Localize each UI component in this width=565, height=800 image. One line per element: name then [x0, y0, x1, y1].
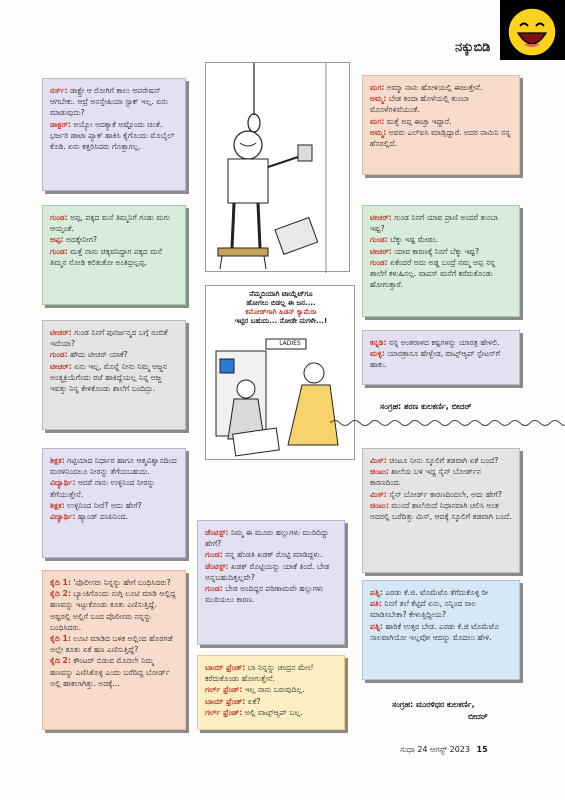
speaker: ಶಿಕ್ಷಕ: [50, 456, 65, 465]
speaker: ಗುಂಡ: [370, 257, 388, 267]
dialogue: ಗುಂಡ ನಿನಗೆ ಪುನರ್ಜನ್ಮದ ಬಗ್ಗೆ ನಂಬಿಕೆ ಇದೆಯಾ? [50, 328, 168, 349]
speaker: ಮಿಸ್: [370, 456, 387, 465]
speaker: ಅಮ್ಮ: [370, 127, 387, 137]
dialogue: ಹ್ಯಾಂಡ್ ಪಂಪಿನಿಂದ. [75, 512, 128, 522]
dialogue: ಅಪ್ಪ, ಪಕ್ಕದ ಮನೆ ತಿಮ್ಮನಿಗೆ ಗಂಡು ಮಗು ಆಯ್ತಂತೆ. [50, 213, 171, 234]
section-title: ನಕ್ಕುಬಿಡಿ [455, 40, 491, 55]
caption-line: ಹೋಗಲು ಬಿಡಲ್ಲ ಈ ಜನ.... [246, 299, 316, 307]
dialogue: ಮುಂದೆ ಶಾಲೆಯಿದೆ ನಿಧಾನವಾಗಿ ಚಲಿಸಿ ಅಂತ ಅದರಲ್ಲಿ ಬರೆದಿತ್ತು ಮಿಸ್, ಆದಕ್ಕೆ ಸ್ಕೂಲಿಗೆ ತಡವಾಗಿ ಬಂದೆ. [370, 500, 512, 522]
speaker: ವಿದ್ಯಾರ್ಥಿ: [50, 512, 76, 522]
speaker: ಪತ್ನಿ: [370, 588, 383, 597]
speaker: ಟೀಚರ್: [50, 328, 72, 337]
dialogue: ಗಟ್ಟಿಯಾದ ನಿರ್ಧಾರ ಹಾಗೂ ಆತ್ಮವಿಶ್ವಾಸದಿಂದ ಮರಳಿನಿಂದಲೂ ನೀರನ್ನು ತೆಗೆಯಬಹುದು. [50, 456, 177, 477]
collector-credit: ಸಂಗ್ರಹ: ಮುರಳಿಧರ ಕುಲಕರ್ಣಿ, [392, 700, 475, 709]
dialogue: ಇಲ್ಲ ನಾನು ಬರುವುದಿಲ್ಲ. [242, 685, 305, 695]
page-number: 15 [476, 745, 488, 754]
dialogue: ಕೌಂಟರ್ ಬಿಡುವ ಮೊದಲೇ ನಿಮ್ಮ ಹಣವನ್ನು ಎಣಿಸಿಕೊಳ್ಳಿ ಎಂದು ಬರೆದಿದ್ದ ಬೋರ್ಡ್ ಅಲ್ಲಿ ಹಾಕಲಾಗಿತ್ತು. ಅದಕ್ಕೆ... [50, 656, 170, 688]
dialogue: ನಿನಗೆ ತಲೆ ಕೆಟ್ಟಿದೆ ಏನು, ನನ್ನಿಂದ ಸಾಲ ಮಾಡಿಸಬೇಕಾ? ಕೇಳುತ್ತಿದ್ದೀಯ? [370, 599, 477, 620]
dialogue: ಖಡಕ್ ರೊಟ್ಟಿಯನ್ನು ಯಾಕೆ ತಿಂದೆ. ಬೇಡ ಅನ್ನಬಹುದಿತ್ತಲ್ಲವೇ? [205, 561, 330, 582]
joke-box-teacher-student [42, 448, 186, 558]
caption-line: ಇಟ್ಟಿರ ಬಹುದು... ನೋಡೇ ಮಗಳೇ...! [234, 317, 328, 325]
dialogue: ಯಾವ ಕಾರಣಕ್ಕೆ ನಿನಗೆ ಬೆಕ್ಕು ಇಷ್ಟ? [391, 246, 480, 256]
speaker: ಗುಂಡ: [50, 246, 68, 256]
collector-credit: ಸಂಗ್ರಹ: ಶರಣ ಕುಲಕರ್ಣಿ, ಬೀದರ್ [380, 402, 472, 411]
dialogue: ಅದಕ್ಕೇನೀಗ? [63, 235, 98, 245]
page-footer [400, 745, 488, 755]
cartoon-caption [210, 290, 352, 326]
speaker: ಮಳ್ಳಿ: [370, 349, 385, 359]
speaker: ಗರ್ಲ್ ಫ್ರೆಂಡ್: [205, 707, 243, 717]
speaker: ಕೈದಿ 1: [50, 634, 71, 644]
speaker: ಬಾಯ್ ಫ್ರೆಂಡ್: [205, 663, 246, 672]
dialogue: ಉಳ್ಳಿನಿಂದ ನೀರೆ? ಅದು ಹೇಗೆ? [64, 500, 142, 510]
speaker: ಡೆಂಟಿಸ್ಟ್: [205, 561, 229, 571]
dialogue: ಬೇಡ ಅಂದಿದ್ದರ ಪರಿಣಾಮವೇ ಹಲ್ಲುಗಳು ಮುರಿಯಲು ಕಾರಣ. [205, 584, 324, 605]
joke-box-nurse-doctor [42, 78, 186, 191]
speaker: ಶಿಕ್ಷಕ: [50, 500, 65, 510]
dialogue: ಯಾರತ್ರಾನೂ ಹೇಳ್ಬೇಡ, ವಾಟ್ಸ್ಆ್ಯಪ್ ಸ್ಟೇಟಸ್‌ಗೆ ಹಾಕು. [370, 349, 500, 370]
dialogue: ಅಲ್ಲಿ ವಾಟ್ಸ್ಆ್ಯಪ್ ಬಲ್ಲ. [242, 707, 303, 717]
speaker: ಕೈದಿ 2: [50, 656, 71, 666]
speaker: ಕೈದಿ 2: [50, 589, 71, 599]
dialogue: ಮತ್ತೆ ನಾನು ಚಿಕ್ಕವನಿದ್ದಾಗ ಪಕ್ಕದ ಮನೆ ತಿಮ್ಮನ ನೋಡಿ ಕಲಿತುಕೋ ಅಂತಿದ್ರಲ್ಲಪ್ಪ. [50, 246, 162, 267]
dialogue: ನನ್ನ ಹೆಂಡತಿ ಖಡಕ್ ರೊಟ್ಟಿ ಮಾಡಿದ್ದಳು. [222, 550, 323, 560]
joke-box-dentist [197, 520, 345, 645]
dialogue: ಗುಂಡ ನಿನಗೆ ಯಾವ ಪ್ರಾಣಿ ಅಂದರೆ ತುಂಬಾ ಇಷ್ಟ? [370, 213, 499, 234]
speaker: ಕನ್ನಡಿ: [370, 338, 387, 347]
dialogue: ಶಾಲೆಯ ಬಳಿ ಇದ್ದ ಸೈನ್ ಬೋರ್ಡ್‌ನ ಕಾರಣದಿಂದ. [370, 467, 481, 488]
dialogue: ಬ್ಯಾಂಕಿಗೊಂದು ನುಗ್ಗಿ ಲೂಟಿ ಮಾಡಿ ಅಲ್ಲಿದ್ದ ಹಣವನ್ನು ಇಟ್ಟುಕೊಂಡು ಕೂತು ಎಣಿಸುತ್ತಿದ್ದೆ. ಅಷ್ಟರಲ್ಲಿ ಅಲ್ಲಿಗೆ ಬಂದ ಪೊಲೀಸರು ನನ್ನನ್ನು ಬಂಧಿಸಿದರು. [50, 589, 176, 632]
speaker: ಮಗ: [370, 83, 385, 92]
speaker: ಮಿಸ್: [370, 489, 387, 499]
dialogue: ಲೂಟಿ ಮಾಡಿದ ಬಳಿಕ ಅಲ್ಲಿಂದ ಹೊರಗಡೆ ಅಲ್ಲೇ ಕೂತು ಏಕೆ ಹಣ ಎಣಿಸುತ್ತಿದ್ದೆ? [50, 634, 173, 655]
joke-box-miss-chintu [362, 448, 520, 573]
dialogue: ನಿಮ್ಮ ಈ ಮೂರು ಹಲ್ಲುಗಳು ಮುರಿದಿದ್ದು ಹೇಗೆ? [205, 528, 329, 549]
speaker: ಟೀಚರ್: [370, 213, 392, 222]
dialogue: ಬೆಕ್ಕು ಇಷ್ಟ ಮೇಡಂ. [387, 235, 439, 245]
cartoon-hanging-man [205, 62, 350, 272]
speaker: ಗುಂಡ: [50, 213, 68, 222]
dialogue: ಬೇಡ ಕಂದಾ ಹೊಳೆಯಲ್ಲಿ ತುಂಬಾ ಮೊಸಳೆಗಳಿವೆಯಂತೆ. [370, 94, 469, 115]
dialogue: ಏಕೆ? [245, 696, 261, 706]
joke-box-boyfriend [197, 655, 345, 730]
speaker: ನರ್ಸ್: [50, 86, 68, 95]
issue-date: ಸುಧಾ 24 ಆಗಸ್ಟ್ 2023 [400, 745, 470, 754]
joke-box-gunda-father [42, 205, 186, 305]
dialogue: ಬಾ ನಿನ್ನನ್ನು ಚಂದ್ರನ ಮೇಲೆ ಕರೆದುಕೊಂಡು ಹೋಗುತ್ತೇನೆ. [205, 663, 313, 684]
speaker: ಚಿಂಟು: [370, 467, 389, 477]
speaker: ಟೀಚರ್: [370, 246, 392, 256]
speaker: ಗುಂಡ: [205, 584, 223, 594]
joke-box-husband-wife [362, 580, 520, 680]
laughing-face-icon [500, 0, 565, 60]
speaker: ಗುಂಡ: [205, 550, 223, 560]
speaker: ಕೈದಿ 1: [50, 578, 71, 587]
cartoon-ladies-toilet [205, 285, 355, 460]
collector-credit-city: ಬೀದರ್ [468, 712, 488, 721]
dialogue: ಎರಡು ಕೆ.ಜಿ. ಟೊಮೆಟೊ ತೆಗೆದುಕೊಳ್ಳಿ ರೀ [382, 588, 489, 597]
speaker: ವಿದ್ಯಾರ್ಥಿ: [50, 478, 76, 488]
speaker: ಬಾಯ್ ಫ್ರೆಂಡ್: [205, 696, 246, 706]
joke-box-mirror [362, 330, 520, 385]
joke-box-teacher-gunda [42, 320, 186, 430]
dialogue: ಚಿಂಟೂ ನೀನು ಸ್ಕೂಲಿಗೆ ತಡವಾಗಿ ಏಕೆ ಬಂದೆ? [386, 456, 499, 465]
speaker: ಮಗ: [370, 116, 385, 126]
dialogue: ಸೈನ್ ಬೋರ್ಡ್ ಕಾರಣದಿಂದಲೇ, ಅದು ಹೇಗೆ? [386, 489, 502, 499]
dialogue: ಏನು ಇಲ್ಲ, ಮೊನ್ನೆ ನೀನು ನಿಮ್ಮ ಅಜ್ಜನ ಅಂತ್ಯಕ್ರಿಯೆಗೆಂದು ರಜೆ ಹಾಕಿದ್ದೆಯಲ್ಲ ನಿನ್ನ ಅಜ್ಜ ಇವತ್ತು ನಿನ್ನ ಕೇಳಿಕೊಂಡು ಶಾಲೆಗೆ ಬಂದಿದ್ರು. [50, 361, 167, 394]
joke-box-teacher-cat [362, 205, 520, 317]
dialogue: 'ಪೊಲೀಸರು ನಿನ್ನನ್ನು ಹೇಗೆ ಬಂಧಿಸಿದರು? [70, 578, 171, 587]
speaker: ಗುಂಡ: [50, 350, 68, 360]
dialogue: ಅಯ್ಯೋ ಅದಕ್ಯಾಕೆ ಅಷ್ಟೊಂದು ಚಿಂತೆ. ಭರ್ಜರಿ ಡಾಟಾ ಪ್ಯಾಕ್ ಹಾಕಿಸಿ ಕೈಗೊಂದು ಮೊಬೈಲ್ ಕೊಡಿ. ಏನು ಕತ್ತರಿಸಿದರು ಗೊತ್ತಾಗಲ್ಲ. [50, 119, 175, 152]
caption-line: ಕಮೋಡ್‌ಗಾಗಿ ಹಿಡನ್ ಕ್ಯಾಮೆರಾ [245, 308, 317, 316]
dialogue: ಅಮ್ಮಾ ನಾನು ಹೋಳಿಯಲ್ಲಿ ಈಜುತ್ತೇನೆ. [384, 83, 483, 92]
speaker: ಗುಂಡ: [370, 235, 388, 245]
dialogue: ಡಾಕ್ಟ್ರೇ ಆ ರೋಗಿಗೆ ಕಾಲು ಆಪರೇಷನ್ ಆಗಬೇಕು. ಆದ್ರೆ ಅನಸ್ತೇಷಿಯಾ ಸ್ಟಾಕ್ ಇಲ್ಲ. ಏನು ಮಾಡುವುದು? [50, 86, 168, 118]
speaker: ಗರ್ಲ್ ಫ್ರೆಂಡ್: [205, 685, 243, 695]
dialogue: ಮತ್ತೆ ಅಪ್ಪ ಈಜ್ತಾ ಇದ್ದಾರೆ. [384, 116, 452, 126]
speaker: ಅಪ್ಪ: [50, 235, 64, 245]
dialogue: ಹಾರಿಕೆ ಉತ್ತರ ಬೇಡ. ಎರಡು ಕೆ.ಜಿ ಟೊಮೆಟೊ ಸಾಲವಾಗಿಯೋ ಇಲ್ಲವೋ ಆದನ್ನು ಮೊದಲು ಹೇಳಿ. [370, 621, 499, 642]
dialogue: ಹೌದು ಟೀಚರ್ ಯಾಕೆ? [67, 350, 128, 360]
speaker: ಡೆಂಟಿಸ್ಟ್: [205, 528, 229, 537]
door-sign: LADIES [279, 340, 301, 347]
dialogue: ನನ್ನ ಅಂತರಾಳದ ಕಷ್ಟಗಳನ್ನು ಯಾರತ್ರ ಹೇಳಲಿ. [386, 338, 500, 347]
joke-box-prisoners [42, 570, 186, 730]
speaker: ಡಾಕ್ಟರ್: [50, 119, 71, 129]
dialogue: ಏಕೆಂದರೆ ಅದು ಅಡ್ಡ ಬಂದ್ರೆ ನಮ್ಮ ಅಪ್ಪ ನನ್ನ ಶಾಲೆಗೆ ಕಳುಹಿಸಲ್ಲ. ವಾಪಸ್ ಮನೆಗೆ ಕರೆದುಕೊಂಡು ಹೋಗುತ್ತಾರೆ. [370, 257, 496, 290]
dialogue: ಆದರೆ ನಾನು ಉಳ್ಳಿನಿಂದ ನೀರನ್ನು ತೆಗೆಯುತ್ತೇನೆ. [50, 478, 156, 499]
dialogue: ಅವರು ಎಲ್ಐಸಿ ಮಾಡ್ಸಿದ್ದಾರೆ. ಅದರ ನಾಮಿನಿ ನನ್ನ ಹೆಸರಲ್ಲಿದೆ. [370, 127, 511, 149]
speaker: ಪತ್ನಿ: [370, 621, 383, 631]
speaker: ಪತಿ: [370, 599, 382, 609]
caption-line: ನೆಮ್ಮದಿಯಾಗಿ ಟಾಯ್ಲೆಟ್‌ಗೂ [249, 290, 313, 298]
wavy-divider [330, 418, 565, 428]
speaker: ಅಮ್ಮ: [370, 94, 387, 104]
speaker: ಚಿಂಟು: [370, 500, 389, 510]
joke-box-son-mother [362, 75, 520, 175]
speaker: ಟೀಚರ್: [50, 361, 72, 371]
